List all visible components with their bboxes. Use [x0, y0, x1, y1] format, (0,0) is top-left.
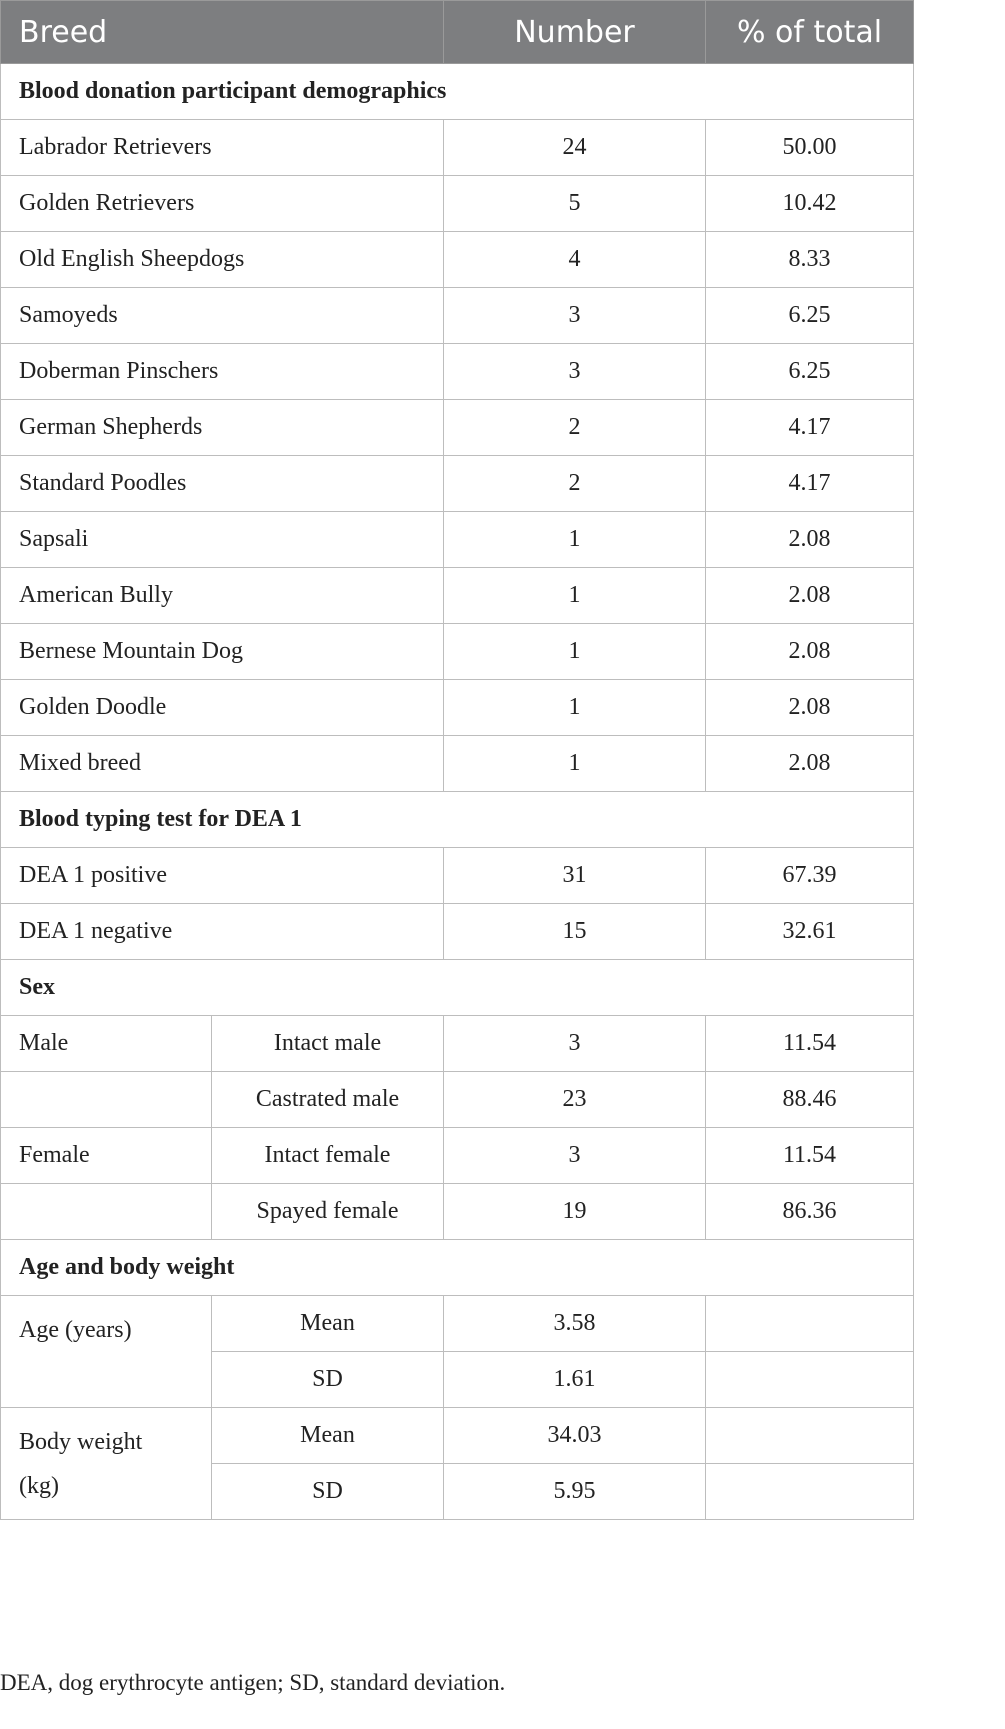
breed-number: 4 — [444, 232, 706, 288]
table-row — [1, 680, 914, 736]
sex-number: 3 — [444, 1016, 706, 1072]
breed-name: Golden Retrievers — [1, 176, 444, 232]
sex-group-female: Female — [1, 1128, 212, 1184]
weight-label-line-2: (kg) — [19, 1473, 59, 1499]
table-row — [1, 848, 914, 904]
breed-percent: 10.42 — [706, 176, 914, 232]
breed-percent: 2.08 — [706, 512, 914, 568]
table-row — [1, 624, 914, 680]
typing-name: DEA 1 negative — [1, 904, 444, 960]
sex-subgroup: Intact female — [212, 1128, 444, 1184]
breed-name: Labrador Retrievers — [1, 120, 444, 176]
header-breed: Breed — [1, 1, 444, 64]
age-label-text: Age (years) — [19, 1317, 132, 1343]
sex-percent: 86.36 — [706, 1184, 914, 1240]
breed-percent: 2.08 — [706, 680, 914, 736]
sex-group-male: Male — [1, 1016, 212, 1072]
stat-name: SD — [212, 1464, 444, 1520]
empty-cell — [706, 1352, 914, 1408]
table-row — [1, 232, 914, 288]
breed-number: 1 — [444, 680, 706, 736]
breed-name: Old English Sheepdogs — [1, 232, 444, 288]
stat-name: Mean — [212, 1408, 444, 1464]
typing-number: 15 — [444, 904, 706, 960]
breed-name: Samoyeds — [1, 288, 444, 344]
breed-percent: 4.17 — [706, 456, 914, 512]
section-row — [1, 792, 914, 848]
sex-percent: 11.54 — [706, 1016, 914, 1072]
table-row — [1, 1184, 914, 1240]
table-row — [1, 1072, 914, 1128]
table-row — [1, 120, 914, 176]
breed-percent: 2.08 — [706, 736, 914, 792]
table-row — [1, 1128, 914, 1184]
stat-name: Mean — [212, 1296, 444, 1352]
breed-percent: 50.00 — [706, 120, 914, 176]
empty-cell — [1, 1184, 212, 1240]
breed-number: 2 — [444, 456, 706, 512]
sex-percent: 88.46 — [706, 1072, 914, 1128]
breed-number: 1 — [444, 624, 706, 680]
stat-name: SD — [212, 1352, 444, 1408]
empty-cell — [706, 1464, 914, 1520]
typing-percent: 32.61 — [706, 904, 914, 960]
breed-percent: 2.08 — [706, 624, 914, 680]
sex-subgroup: Castrated male — [212, 1072, 444, 1128]
section-typing: Blood typing test for DEA 1 — [1, 792, 914, 848]
table-row — [1, 736, 914, 792]
breed-name: Sapsali — [1, 512, 444, 568]
empty-cell — [1, 1072, 212, 1128]
sex-subgroup: Intact male — [212, 1016, 444, 1072]
breed-number: 24 — [444, 120, 706, 176]
weight-label — [1, 1408, 212, 1520]
table-footnote: DEA, dog erythrocyte antigen; SD, standard deviation. — [0, 1670, 506, 1695]
breed-name: Mixed breed — [1, 736, 444, 792]
table-row — [1, 1016, 914, 1072]
section-age-weight: Age and body weight — [1, 1240, 914, 1296]
table-header-row — [1, 1, 914, 64]
sex-number: 23 — [444, 1072, 706, 1128]
table-row — [1, 568, 914, 624]
section-row — [1, 64, 914, 120]
empty-cell — [706, 1296, 914, 1352]
sex-percent: 11.54 — [706, 1128, 914, 1184]
breed-percent: 2.08 — [706, 568, 914, 624]
table-row — [1, 456, 914, 512]
breed-name: Bernese Mountain Dog — [1, 624, 444, 680]
section-row — [1, 1240, 914, 1296]
breed-percent: 8.33 — [706, 232, 914, 288]
sex-subgroup: Spayed female — [212, 1184, 444, 1240]
stat-value: 34.03 — [444, 1408, 706, 1464]
header-number: Number — [444, 1, 706, 64]
sex-number: 19 — [444, 1184, 706, 1240]
breed-name: Golden Doodle — [1, 680, 444, 736]
breed-number: 1 — [444, 512, 706, 568]
table-row — [1, 288, 914, 344]
table-row — [1, 344, 914, 400]
stat-value: 5.95 — [444, 1464, 706, 1520]
typing-percent: 67.39 — [706, 848, 914, 904]
empty-cell — [706, 1408, 914, 1464]
breed-number: 1 — [444, 736, 706, 792]
breed-name: American Bully — [1, 568, 444, 624]
typing-name: DEA 1 positive — [1, 848, 444, 904]
breed-name: Doberman Pinschers — [1, 344, 444, 400]
sex-number: 3 — [444, 1128, 706, 1184]
table-row — [1, 1296, 914, 1352]
table-row — [1, 1408, 914, 1464]
table-row — [1, 512, 914, 568]
stat-value: 1.61 — [444, 1352, 706, 1408]
breed-number: 2 — [444, 400, 706, 456]
breed-percent: 6.25 — [706, 344, 914, 400]
section-row — [1, 960, 914, 1016]
table-row — [1, 400, 914, 456]
breed-name: Standard Poodles — [1, 456, 444, 512]
table-row — [1, 904, 914, 960]
header-percent: % of total — [706, 1, 914, 64]
breed-percent: 4.17 — [706, 400, 914, 456]
typing-number: 31 — [444, 848, 706, 904]
breed-number: 3 — [444, 288, 706, 344]
breed-number: 5 — [444, 176, 706, 232]
section-sex: Sex — [1, 960, 914, 1016]
weight-label-line-1: Body weight — [19, 1429, 143, 1455]
age-label — [1, 1296, 212, 1408]
breed-number: 3 — [444, 344, 706, 400]
stat-value: 3.58 — [444, 1296, 706, 1352]
table-row — [1, 176, 914, 232]
breed-name: German Shepherds — [1, 400, 444, 456]
breed-number: 1 — [444, 568, 706, 624]
breed-percent: 6.25 — [706, 288, 914, 344]
section-participants: Blood donation participant demographics — [1, 64, 914, 120]
